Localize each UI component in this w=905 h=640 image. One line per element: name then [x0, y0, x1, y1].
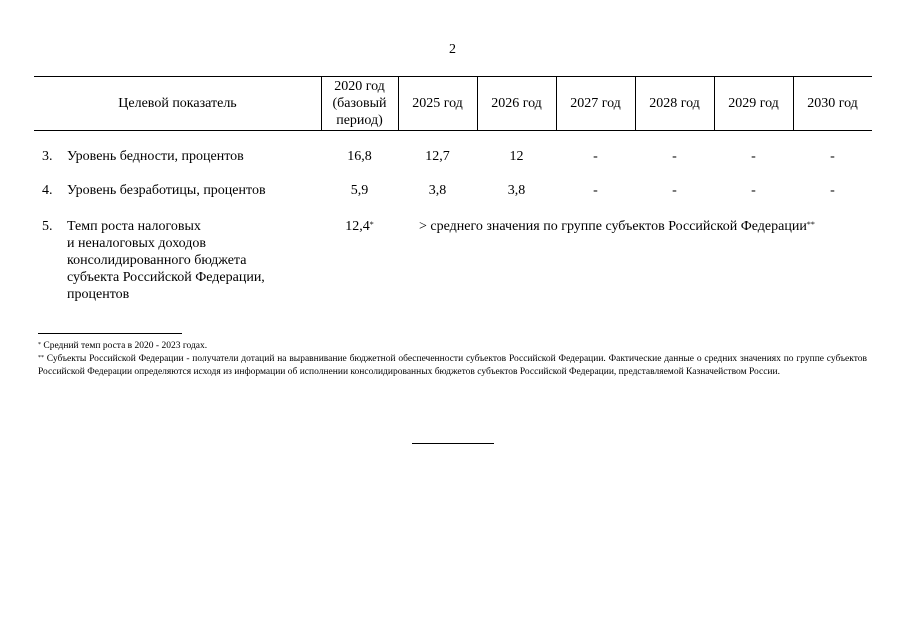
row-number: 3. [42, 149, 53, 164]
header-year-2025: 2025 год [412, 96, 463, 111]
row-label-line: консолидированного бюджета [67, 253, 247, 268]
header-base-year-line: 2020 год [334, 79, 385, 94]
header-base-year [321, 78, 398, 129]
row-base-value: 16,8 [347, 149, 372, 164]
row-value-2029: - [751, 183, 756, 198]
header-base-year-line: (базовый [332, 96, 387, 111]
footnote-1 [38, 340, 867, 353]
footnote-text: Средний темп роста в 2020 - 2023 годах. [43, 341, 208, 351]
row-value-2030: - [830, 183, 835, 198]
page-number: 2 [449, 42, 456, 57]
footnote-2 [38, 353, 867, 379]
row-value-2029: - [751, 149, 756, 164]
header-year-2029: 2029 год [728, 96, 779, 111]
row-value-2025: 3,8 [428, 183, 447, 198]
footnote-text: Субъекты Российской Федерации - получатели дотаций на выравнивание бюджетной обеспеченности субъектов Российской Федерации. Фактические данные о средних значениях по группе субъектов Российской Федерации определяются исходя из информации об исполнении консолидированных бюджетов субъектов Российской Федерации, представляемой Казначейством России. [38, 354, 867, 377]
row-base-value: 5,9 [350, 183, 369, 198]
footnote-mark: * [38, 342, 41, 348]
row-label-line: и неналоговых доходов [67, 236, 206, 251]
row-label-line: Темп роста налоговых [67, 219, 201, 234]
row-value-2027: - [593, 183, 598, 198]
header-base-year-line: период) [336, 113, 383, 128]
row-value-2030: - [830, 149, 835, 164]
row-label: Уровень безработицы, процентов [67, 183, 266, 198]
row-base-value [321, 218, 398, 235]
table-top-rule [34, 76, 872, 77]
row-value-2028: - [672, 183, 677, 198]
header-indicator: Целевой показатель [118, 96, 237, 111]
row-merged-value-text: > среднего значения по группе субъектов Российской Федерации [419, 219, 807, 234]
footnote-separator [38, 333, 182, 334]
row-label-line: процентов [67, 287, 130, 302]
footnote-mark: ** [38, 355, 44, 361]
row-number: 5. [42, 219, 53, 234]
row-value-2026: 3,8 [507, 183, 526, 198]
footnote-mark: ** [806, 220, 815, 229]
header-year-2028: 2028 год [649, 96, 700, 111]
table-header-bottom-rule [34, 130, 872, 131]
row-value-2028: - [672, 149, 677, 164]
header-year-2027: 2027 год [570, 96, 621, 111]
row-base-value-text: 12,4 [345, 219, 370, 234]
header-year-2030: 2030 год [807, 96, 858, 111]
row-merged-value [419, 218, 815, 235]
row-value-2027: - [593, 149, 598, 164]
header-year-2026: 2026 год [491, 96, 542, 111]
footnote-mark: * [369, 220, 374, 229]
end-rule [412, 443, 494, 444]
row-label-line: субъекта Российской Федерации, [67, 270, 265, 285]
row-number: 4. [42, 183, 53, 198]
row-value-2025: 12,7 [425, 149, 450, 164]
row-label-multiline [67, 218, 317, 303]
row-value-2026: 12 [509, 149, 524, 164]
row-label: Уровень бедности, процентов [67, 149, 244, 164]
